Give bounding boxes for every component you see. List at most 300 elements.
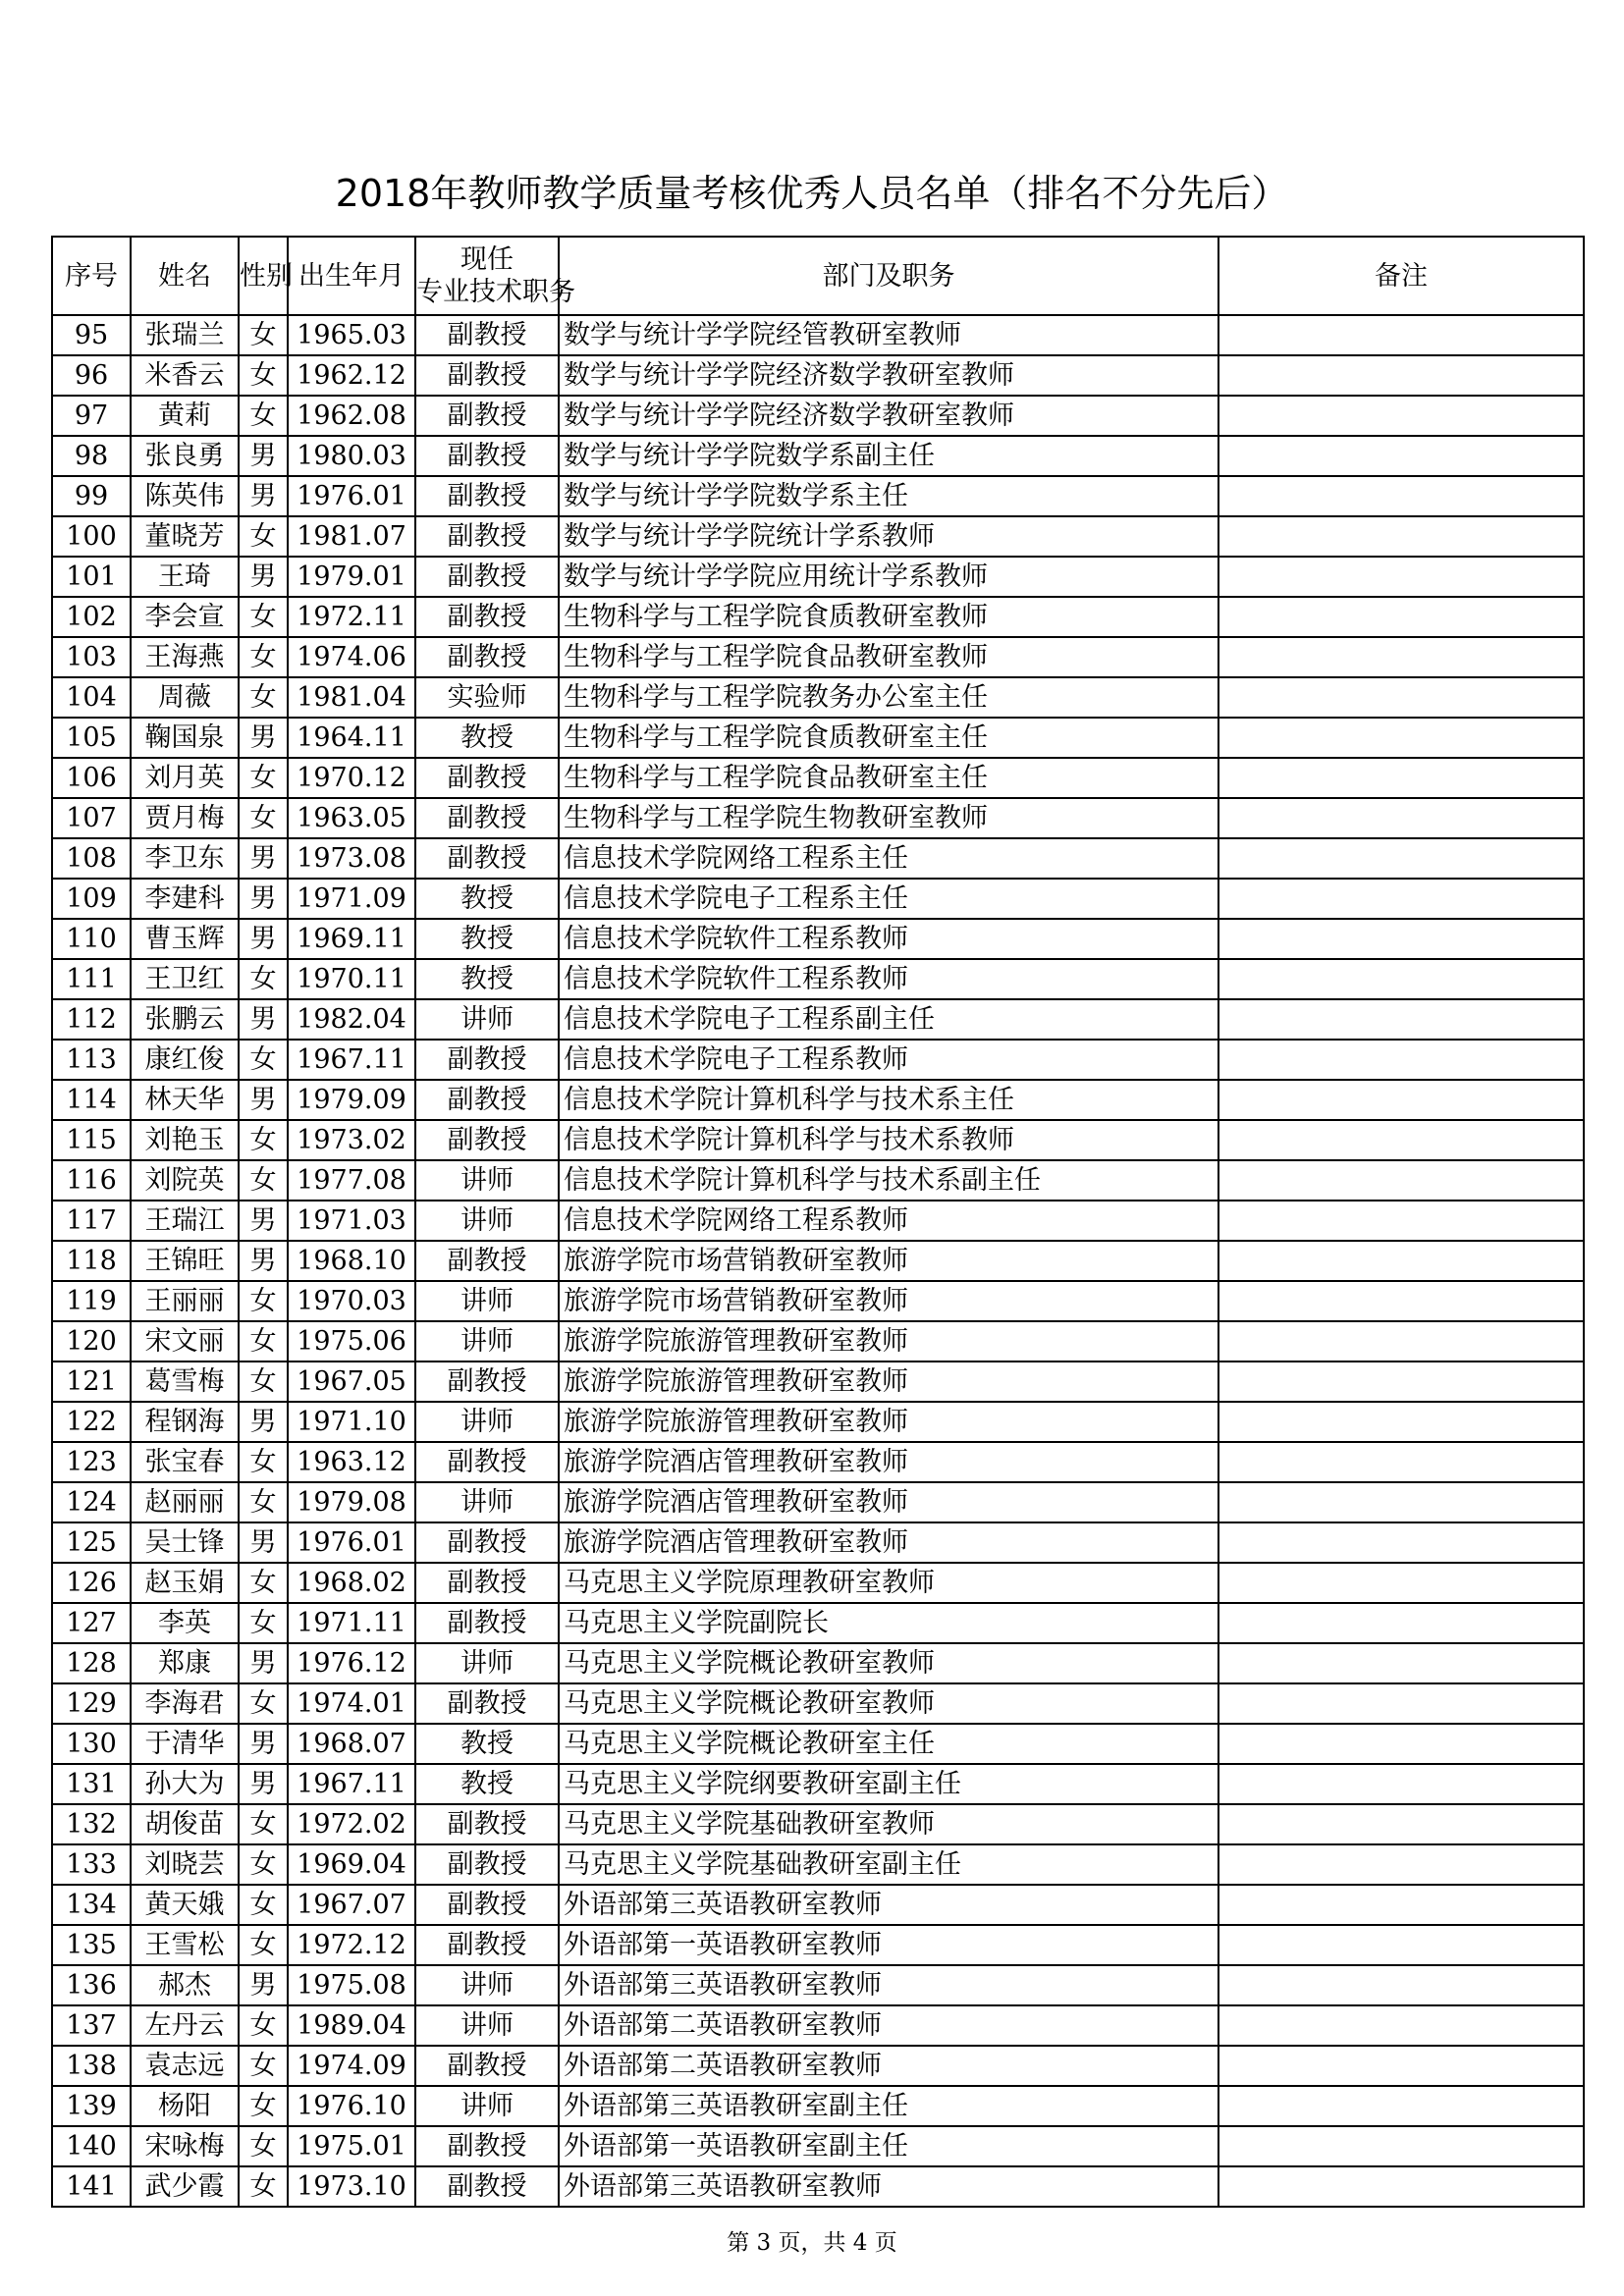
table-row: [52, 476, 1584, 516]
cell-seq: 114: [52, 1080, 131, 1120]
cell-seq: 122: [52, 1402, 131, 1442]
cell-rank: 讲师: [415, 1281, 559, 1321]
table-row: [52, 879, 1584, 919]
table-row: [52, 2046, 1584, 2086]
cell-dept: 旅游学院酒店管理教研室教师: [559, 1442, 1218, 1482]
cell-rank: 教授: [415, 959, 559, 999]
table-row: [52, 1603, 1584, 1643]
cell-seq: 104: [52, 677, 131, 718]
cell-rank: 副教授: [415, 838, 559, 879]
cell-remark: [1218, 1724, 1584, 1764]
cell-birth: 1979.01: [288, 557, 415, 597]
cell-birth: 1971.03: [288, 1201, 415, 1241]
cell-remark: [1218, 1362, 1584, 1402]
cell-birth: 1964.11: [288, 718, 415, 758]
cell-dept: 旅游学院旅游管理教研室教师: [559, 1402, 1218, 1442]
cell-remark: [1218, 1321, 1584, 1362]
cell-rank: 讲师: [415, 2005, 559, 2046]
cell-dept: 外语部第一英语教研室副主任: [559, 2126, 1218, 2166]
cell-dept: 马克思主义学院概论教研室教师: [559, 1683, 1218, 1724]
cell-birth: 1979.08: [288, 1482, 415, 1522]
cell-dept: 旅游学院酒店管理教研室教师: [559, 1522, 1218, 1563]
cell-seq: 130: [52, 1724, 131, 1764]
table-row: [52, 1925, 1584, 1965]
table-row: [52, 798, 1584, 838]
table-row: [52, 999, 1584, 1040]
cell-seq: 129: [52, 1683, 131, 1724]
cell-remark: [1218, 1241, 1584, 1281]
header-name: 姓名: [131, 237, 239, 315]
cell-gender: 男: [239, 1241, 288, 1281]
cell-gender: 男: [239, 879, 288, 919]
cell-seq: 115: [52, 1120, 131, 1160]
cell-name: 郑康: [131, 1643, 239, 1683]
cell-gender: 女: [239, 1885, 288, 1925]
cell-gender: 男: [239, 919, 288, 959]
cell-rank: 副教授: [415, 1603, 559, 1643]
cell-gender: 女: [239, 315, 288, 355]
cell-dept: 马克思主义学院概论教研室教师: [559, 1643, 1218, 1683]
cell-remark: [1218, 1563, 1584, 1603]
header-birth: 出生年月: [288, 237, 415, 315]
cell-remark: [1218, 1764, 1584, 1804]
cell-dept: 马克思主义学院基础教研室副主任: [559, 1844, 1218, 1885]
cell-dept: 外语部第三英语教研室教师: [559, 1885, 1218, 1925]
cell-birth: 1975.01: [288, 2126, 415, 2166]
cell-seq: 110: [52, 919, 131, 959]
cell-seq: 141: [52, 2166, 131, 2207]
cell-birth: 1976.12: [288, 1643, 415, 1683]
cell-remark: [1218, 1683, 1584, 1724]
cell-remark: [1218, 1603, 1584, 1643]
cell-rank: 副教授: [415, 1844, 559, 1885]
table-row: [52, 1764, 1584, 1804]
cell-dept: 旅游学院市场营销教研室教师: [559, 1281, 1218, 1321]
cell-rank: 副教授: [415, 637, 559, 677]
cell-birth: 1981.07: [288, 516, 415, 557]
cell-gender: 男: [239, 1522, 288, 1563]
cell-birth: 1979.09: [288, 1080, 415, 1120]
cell-remark: [1218, 879, 1584, 919]
table-row: [52, 1844, 1584, 1885]
cell-rank: 副教授: [415, 2046, 559, 2086]
cell-dept: 旅游学院酒店管理教研室教师: [559, 1482, 1218, 1522]
cell-seq: 100: [52, 516, 131, 557]
cell-name: 刘晓芸: [131, 1844, 239, 1885]
cell-gender: 女: [239, 677, 288, 718]
cell-seq: 106: [52, 758, 131, 798]
cell-name: 杨阳: [131, 2086, 239, 2126]
cell-birth: 1971.11: [288, 1603, 415, 1643]
cell-name: 李海君: [131, 1683, 239, 1724]
cell-dept: 旅游学院旅游管理教研室教师: [559, 1362, 1218, 1402]
cell-birth: 1970.12: [288, 758, 415, 798]
cell-dept: 信息技术学院电子工程系主任: [559, 879, 1218, 919]
cell-seq: 133: [52, 1844, 131, 1885]
cell-dept: 生物科学与工程学院食质教研室教师: [559, 597, 1218, 637]
cell-remark: [1218, 677, 1584, 718]
cell-remark: [1218, 1925, 1584, 1965]
cell-dept: 旅游学院旅游管理教研室教师: [559, 1321, 1218, 1362]
table-row: [52, 1442, 1584, 1482]
cell-name: 黄天娥: [131, 1885, 239, 1925]
cell-birth: 1980.03: [288, 436, 415, 476]
header-remark: 备注: [1218, 237, 1584, 315]
cell-gender: 男: [239, 999, 288, 1040]
cell-name: 王卫红: [131, 959, 239, 999]
cell-gender: 男: [239, 476, 288, 516]
cell-rank: 教授: [415, 919, 559, 959]
cell-dept: 信息技术学院计算机科学与技术系主任: [559, 1080, 1218, 1120]
cell-gender: 男: [239, 436, 288, 476]
header-rank: [415, 237, 575, 315]
cell-seq: 103: [52, 637, 131, 677]
cell-remark: [1218, 1522, 1584, 1563]
cell-name: 吴士锋: [131, 1522, 239, 1563]
cell-name: 张宝春: [131, 1442, 239, 1482]
cell-birth: 1976.01: [288, 476, 415, 516]
cell-name: 王锦旺: [131, 1241, 239, 1281]
cell-rank: 讲师: [415, 999, 559, 1040]
cell-gender: 女: [239, 355, 288, 396]
cell-remark: [1218, 355, 1584, 396]
cell-seq: 99: [52, 476, 131, 516]
table-row: [52, 758, 1584, 798]
table-row: [52, 677, 1584, 718]
cell-rank: 讲师: [415, 1160, 559, 1201]
table-row: [52, 1120, 1584, 1160]
cell-rank: 副教授: [415, 1120, 559, 1160]
cell-gender: 女: [239, 1281, 288, 1321]
table-row: [52, 396, 1584, 436]
cell-gender: 男: [239, 1764, 288, 1804]
cell-birth: 1973.02: [288, 1120, 415, 1160]
cell-remark: [1218, 516, 1584, 557]
cell-name: 刘院英: [131, 1160, 239, 1201]
table-row: [52, 838, 1584, 879]
cell-dept: 马克思主义学院副院长: [559, 1603, 1218, 1643]
table-row: [52, 557, 1584, 597]
cell-gender: 男: [239, 1201, 288, 1241]
cell-dept: 信息技术学院计算机科学与技术系副主任: [559, 1160, 1218, 1201]
cell-dept: 外语部第三英语教研室副主任: [559, 2086, 1218, 2126]
table-body: [52, 315, 1584, 2207]
cell-dept: 外语部第二英语教研室教师: [559, 2005, 1218, 2046]
cell-birth: 1975.06: [288, 1321, 415, 1362]
cell-birth: 1962.08: [288, 396, 415, 436]
cell-remark: [1218, 2046, 1584, 2086]
table-row: [52, 1643, 1584, 1683]
cell-rank: 副教授: [415, 2166, 559, 2207]
roster-table: [51, 236, 1585, 2208]
cell-remark: [1218, 718, 1584, 758]
cell-dept: 马克思主义学院原理教研室教师: [559, 1563, 1218, 1603]
cell-rank: 教授: [415, 1764, 559, 1804]
table-row: [52, 516, 1584, 557]
cell-birth: 1968.07: [288, 1724, 415, 1764]
cell-rank: 副教授: [415, 1362, 559, 1402]
table-row: [52, 1201, 1584, 1241]
cell-remark: [1218, 1804, 1584, 1844]
cell-dept: 生物科学与工程学院食品教研室教师: [559, 637, 1218, 677]
cell-remark: [1218, 2126, 1584, 2166]
cell-rank: 教授: [415, 879, 559, 919]
cell-rank: 副教授: [415, 355, 559, 396]
cell-dept: 信息技术学院网络工程系主任: [559, 838, 1218, 879]
cell-seq: 123: [52, 1442, 131, 1482]
cell-dept: 信息技术学院电子工程系副主任: [559, 999, 1218, 1040]
cell-seq: 137: [52, 2005, 131, 2046]
cell-seq: 109: [52, 879, 131, 919]
cell-name: 张瑞兰: [131, 315, 239, 355]
cell-seq: 139: [52, 2086, 131, 2126]
cell-gender: 男: [239, 1724, 288, 1764]
cell-remark: [1218, 637, 1584, 677]
table-row: [52, 1522, 1584, 1563]
cell-seq: 124: [52, 1482, 131, 1522]
cell-gender: 女: [239, 2086, 288, 2126]
cell-gender: 男: [239, 718, 288, 758]
cell-name: 王瑞江: [131, 1201, 239, 1241]
cell-seq: 121: [52, 1362, 131, 1402]
cell-seq: 113: [52, 1040, 131, 1080]
cell-dept: 信息技术学院软件工程系教师: [559, 959, 1218, 999]
cell-birth: 1972.11: [288, 597, 415, 637]
cell-gender: 女: [239, 758, 288, 798]
cell-birth: 1989.04: [288, 2005, 415, 2046]
cell-gender: 女: [239, 597, 288, 637]
cell-gender: 女: [239, 1160, 288, 1201]
cell-name: 刘艳玉: [131, 1120, 239, 1160]
cell-name: 董晓芳: [131, 516, 239, 557]
cell-name: 宋咏梅: [131, 2126, 239, 2166]
cell-rank: 教授: [415, 718, 559, 758]
table-row: [52, 1885, 1584, 1925]
cell-name: 陈英伟: [131, 476, 239, 516]
cell-seq: 126: [52, 1563, 131, 1603]
cell-remark: [1218, 1885, 1584, 1925]
cell-name: 于清华: [131, 1724, 239, 1764]
table-row: [52, 2086, 1584, 2126]
cell-remark: [1218, 1965, 1584, 2005]
table-row: [52, 919, 1584, 959]
table-row: [52, 718, 1584, 758]
cell-birth: 1982.04: [288, 999, 415, 1040]
cell-remark: [1218, 2005, 1584, 2046]
cell-name: 胡俊苗: [131, 1804, 239, 1844]
cell-birth: 1967.11: [288, 1764, 415, 1804]
cell-gender: 女: [239, 1925, 288, 1965]
cell-birth: 1981.04: [288, 677, 415, 718]
table-row: [52, 597, 1584, 637]
cell-birth: 1970.11: [288, 959, 415, 999]
cell-name: 黄莉: [131, 396, 239, 436]
cell-birth: 1975.08: [288, 1965, 415, 2005]
cell-rank: 副教授: [415, 436, 559, 476]
cell-gender: 女: [239, 1321, 288, 1362]
cell-seq: 120: [52, 1321, 131, 1362]
cell-gender: 男: [239, 838, 288, 879]
table-row: [52, 1160, 1584, 1201]
cell-remark: [1218, 1160, 1584, 1201]
cell-name: 葛雪梅: [131, 1362, 239, 1402]
cell-gender: 女: [239, 637, 288, 677]
cell-seq: 116: [52, 1160, 131, 1201]
cell-remark: [1218, 396, 1584, 436]
header-seq: 序号: [52, 237, 131, 315]
header-rank-line2: 专业技术职务: [416, 277, 575, 307]
cell-seq: 128: [52, 1643, 131, 1683]
cell-name: 李英: [131, 1603, 239, 1643]
cell-birth: 1968.02: [288, 1563, 415, 1603]
cell-remark: [1218, 798, 1584, 838]
cell-name: 王海燕: [131, 637, 239, 677]
cell-gender: 女: [239, 2005, 288, 2046]
cell-remark: [1218, 597, 1584, 637]
cell-seq: 140: [52, 2126, 131, 2166]
cell-remark: [1218, 758, 1584, 798]
cell-remark: [1218, 1482, 1584, 1522]
cell-rank: 讲师: [415, 1482, 559, 1522]
cell-gender: 女: [239, 1040, 288, 1080]
cell-name: 林天华: [131, 1080, 239, 1120]
table-row: [52, 1563, 1584, 1603]
cell-gender: 女: [239, 1603, 288, 1643]
cell-remark: [1218, 557, 1584, 597]
cell-remark: [1218, 1080, 1584, 1120]
cell-remark: [1218, 2086, 1584, 2126]
cell-remark: [1218, 1040, 1584, 1080]
table-row: [52, 959, 1584, 999]
cell-dept: 信息技术学院电子工程系教师: [559, 1040, 1218, 1080]
cell-seq: 125: [52, 1522, 131, 1563]
table-row: [52, 1482, 1584, 1522]
cell-birth: 1973.10: [288, 2166, 415, 2207]
cell-name: 李建科: [131, 879, 239, 919]
cell-remark: [1218, 1442, 1584, 1482]
cell-gender: 女: [239, 1362, 288, 1402]
cell-dept: 外语部第一英语教研室教师: [559, 1925, 1218, 1965]
cell-dept: 外语部第三英语教研室教师: [559, 2166, 1218, 2207]
cell-remark: [1218, 436, 1584, 476]
cell-seq: 108: [52, 838, 131, 879]
cell-remark: [1218, 1281, 1584, 1321]
cell-rank: 副教授: [415, 1522, 559, 1563]
cell-rank: 讲师: [415, 1965, 559, 2005]
cell-seq: 105: [52, 718, 131, 758]
cell-rank: 讲师: [415, 1643, 559, 1683]
cell-gender: 女: [239, 516, 288, 557]
cell-gender: 女: [239, 2046, 288, 2086]
cell-name: 郝杰: [131, 1965, 239, 2005]
table-row: [52, 2126, 1584, 2166]
cell-birth: 1971.10: [288, 1402, 415, 1442]
cell-remark: [1218, 1844, 1584, 1885]
cell-dept: 马克思主义学院纲要教研室副主任: [559, 1764, 1218, 1804]
cell-dept: 生物科学与工程学院生物教研室教师: [559, 798, 1218, 838]
cell-dept: 信息技术学院网络工程系教师: [559, 1201, 1218, 1241]
cell-dept: 信息技术学院软件工程系教师: [559, 919, 1218, 959]
cell-rank: 副教授: [415, 2126, 559, 2166]
cell-remark: [1218, 315, 1584, 355]
cell-birth: 1972.12: [288, 1925, 415, 1965]
cell-rank: 讲师: [415, 1321, 559, 1362]
cell-rank: 副教授: [415, 597, 559, 637]
cell-rank: 副教授: [415, 1885, 559, 1925]
page-footer: 第 3 页，共 4 页: [727, 2230, 897, 2256]
cell-seq: 96: [52, 355, 131, 396]
cell-name: 张鹏云: [131, 999, 239, 1040]
cell-rank: 讲师: [415, 1201, 559, 1241]
cell-rank: 副教授: [415, 476, 559, 516]
cell-name: 王丽丽: [131, 1281, 239, 1321]
cell-dept: 外语部第二英语教研室教师: [559, 2046, 1218, 2086]
cell-dept: 生物科学与工程学院食品教研室主任: [559, 758, 1218, 798]
cell-seq: 112: [52, 999, 131, 1040]
cell-birth: 1977.08: [288, 1160, 415, 1201]
cell-name: 武少霞: [131, 2166, 239, 2207]
cell-seq: 127: [52, 1603, 131, 1643]
cell-dept: 数学与统计学学院经管教研室教师: [559, 315, 1218, 355]
cell-rank: 副教授: [415, 798, 559, 838]
page-title: 2018年教师教学质量考核优秀人员名单（排名不分先后）: [335, 172, 1289, 215]
cell-seq: 95: [52, 315, 131, 355]
cell-name: 程钢海: [131, 1402, 239, 1442]
cell-rank: 副教授: [415, 1080, 559, 1120]
cell-birth: 1967.11: [288, 1040, 415, 1080]
cell-remark: [1218, 1643, 1584, 1683]
cell-seq: 117: [52, 1201, 131, 1241]
cell-rank: 副教授: [415, 315, 559, 355]
cell-name: 赵玉娟: [131, 1563, 239, 1603]
cell-seq: 119: [52, 1281, 131, 1321]
cell-birth: 1976.10: [288, 2086, 415, 2126]
cell-remark: [1218, 476, 1584, 516]
cell-seq: 134: [52, 1885, 131, 1925]
cell-seq: 118: [52, 1241, 131, 1281]
cell-name: 赵丽丽: [131, 1482, 239, 1522]
cell-name: 左丹云: [131, 2005, 239, 2046]
header-rank-line1: 现任: [460, 244, 514, 275]
cell-seq: 102: [52, 597, 131, 637]
cell-remark: [1218, 2166, 1584, 2207]
cell-gender: 女: [239, 1804, 288, 1844]
cell-gender: 女: [239, 1563, 288, 1603]
cell-rank: 副教授: [415, 557, 559, 597]
cell-rank: 副教授: [415, 1683, 559, 1724]
cell-birth: 1967.05: [288, 1362, 415, 1402]
cell-remark: [1218, 1120, 1584, 1160]
cell-seq: 131: [52, 1764, 131, 1804]
table-row: [52, 1965, 1584, 2005]
cell-rank: 副教授: [415, 1040, 559, 1080]
cell-rank: 副教授: [415, 1925, 559, 1965]
cell-remark: [1218, 959, 1584, 999]
cell-dept: 数学与统计学学院统计学系教师: [559, 516, 1218, 557]
cell-birth: 1974.01: [288, 1683, 415, 1724]
table-row: [52, 1241, 1584, 1281]
cell-birth: 1963.05: [288, 798, 415, 838]
cell-gender: 男: [239, 1643, 288, 1683]
table-row: [52, 1362, 1584, 1402]
table-row: [52, 2005, 1584, 2046]
cell-gender: 女: [239, 396, 288, 436]
cell-gender: 女: [239, 798, 288, 838]
cell-rank: 副教授: [415, 1563, 559, 1603]
cell-dept: 马克思主义学院概论教研室主任: [559, 1724, 1218, 1764]
cell-gender: 女: [239, 959, 288, 999]
cell-name: 张良勇: [131, 436, 239, 476]
